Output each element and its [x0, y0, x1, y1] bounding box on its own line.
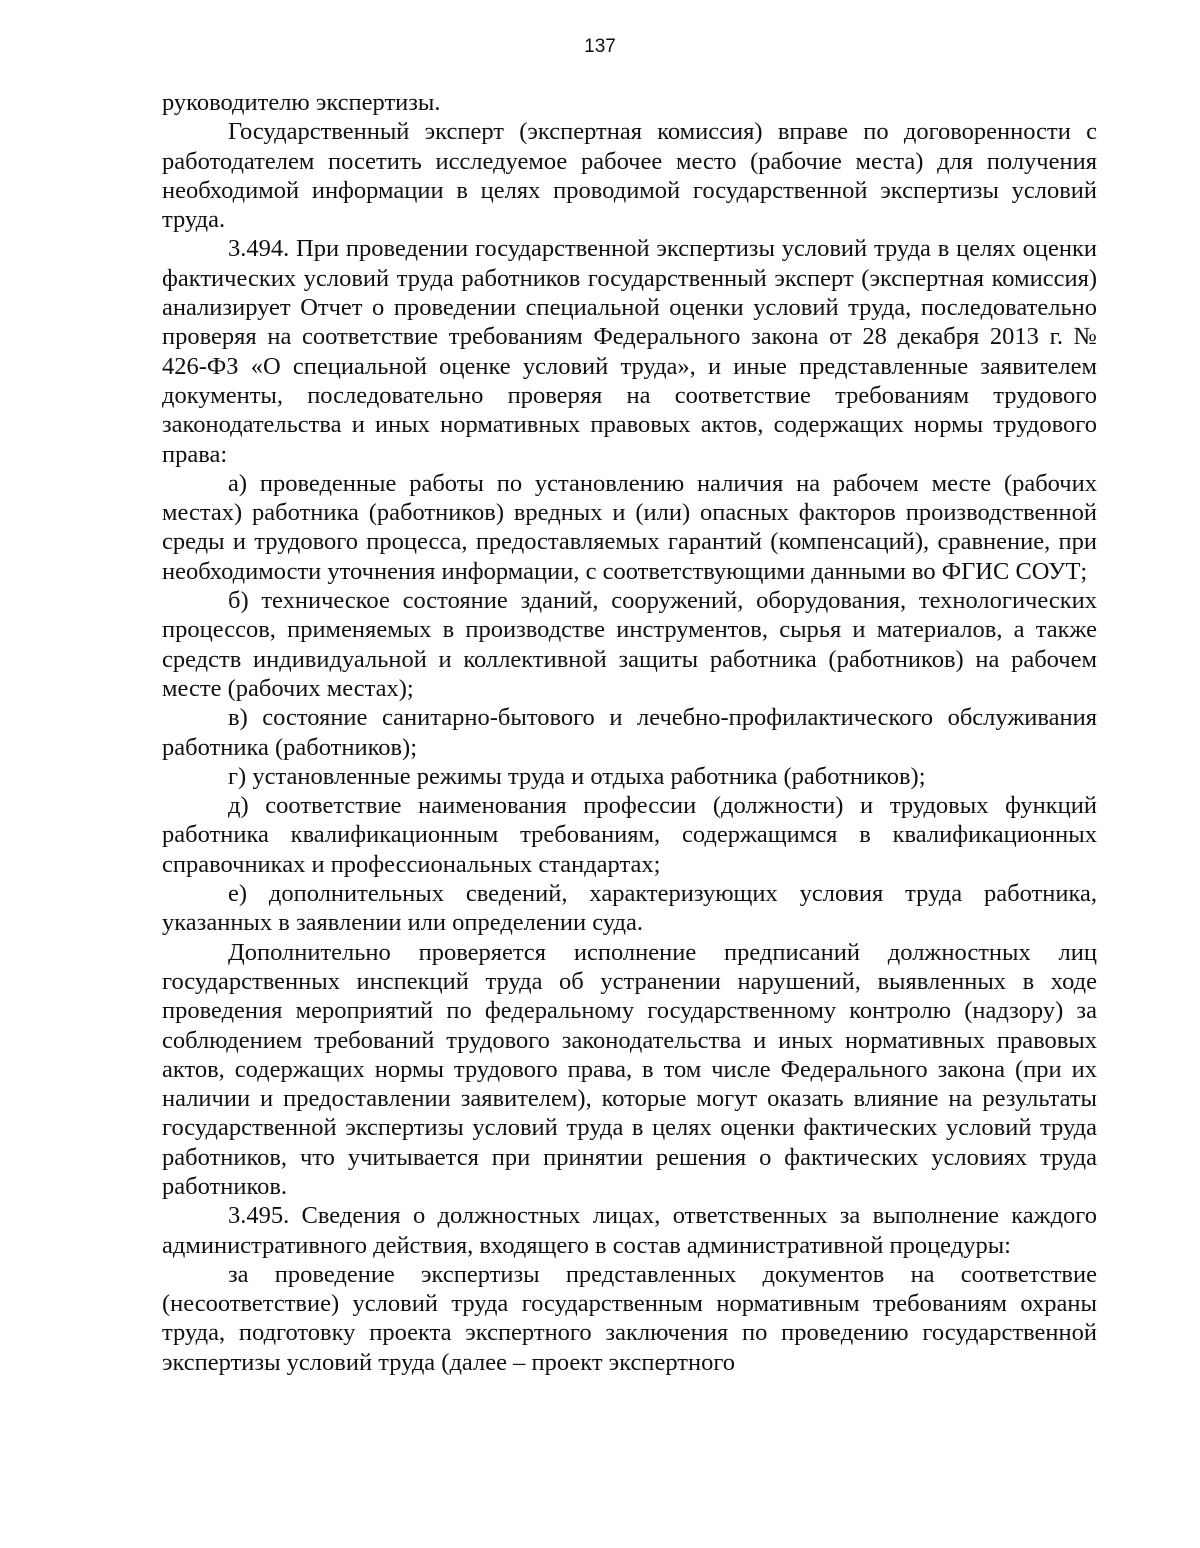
- list-item-b: б) техническое состояние зданий, сооружений, оборудования, технологических процессов, применяемых в производстве инструментов, сырья и материалов, а также средств индивидуальной и коллективной защиты работника (работников) на рабочем месте (рабочих местах);: [162, 587, 1097, 702]
- page-number: 137: [584, 36, 616, 57]
- paragraph-3-494: 3.494. При проведении государственной экспертизы условий труда в целях оценки фактических условий труда работников государственный эксперт (экспертная комиссия) анализирует Отчет о проведении специальной оценки условий труда, последовательно проверяя на соответствие требованиям Федерального закона от 28 декабря 2013 г. № 426-ФЗ «О специальной оценке условий труда», и иные представленные заявителем документы, последовательно проверяя на соответствие требованиям трудового законодательства и иных нормативных правовых актов, содержащих нормы трудового права:: [162, 235, 1097, 468]
- list-item-e: е) дополнительных сведений, характеризующих условия труда работника, указанных в заявлении или определении суда.: [162, 880, 1097, 937]
- list-item-a: а) проведенные работы по установлению наличия на рабочем месте (рабочих местах) работника (работников) вредных и (или) опасных факторов производственной среды и трудового процесса, предоставляемых гарантий (компенсаций), сравнение, при необходимости уточнения информации, с соответствующими данными во ФГИС СОУТ;: [162, 469, 1097, 585]
- list-item-v: в) состояние санитарно-бытового и лечебно-профилактического обслуживания работника (работников);: [162, 704, 1097, 761]
- list-item-g: г) установленные режимы труда и отдыха работника (работников);: [228, 762, 926, 790]
- paragraph-responsible-expertise: за проведение экспертизы представленных документов на соответствие (несоответствие) условий труда государственным нормативным требованиям охраны труда, подготовку проекта экспертного заключения по проведению государственной экспертизы условий труда (далее – проект экспертного: [162, 1260, 1097, 1376]
- paragraph-3-495: 3.495. Сведения о должностных лицах, ответственных за выполнение каждого административного действия, входящего в состав административной процедуры:: [162, 1202, 1097, 1259]
- paragraph-continuation: руководителю экспертизы.: [162, 89, 441, 116]
- document-body: [162, 88, 1097, 1377]
- paragraph-expert-visit: Государственный эксперт (экспертная комиссия) вправе по договоренности с работодателем посетить исследуемое рабочее место (рабочие места) для получения необходимой информации в целях проводимой государственной экспертизы условий труда.: [162, 118, 1097, 234]
- list-item-d: д) соответствие наименования профессии (должности) и трудовых функций работника квалификационным требованиям, содержащимся в квалификационных справочниках и профессиональных стандартах;: [162, 792, 1097, 878]
- paragraph-additional-check: Дополнительно проверяется исполнение предписаний должностных лиц государственных инспекций труда об устранении нарушений, выявленных в ходе проведения мероприятий по федеральному государственному контролю (надзору) за соблюдением требований трудового законодательства и иных нормативных правовых актов, содержащих нормы трудового права, в том числе Федерального закона (при их наличии и предоставлении заявителем), которые могут оказать влияние на результаты государственной экспертизы условий труда в целях оценки фактических условий труда работников, что учитывается при принятии решения о фактических условиях труда работников.: [162, 938, 1097, 1200]
